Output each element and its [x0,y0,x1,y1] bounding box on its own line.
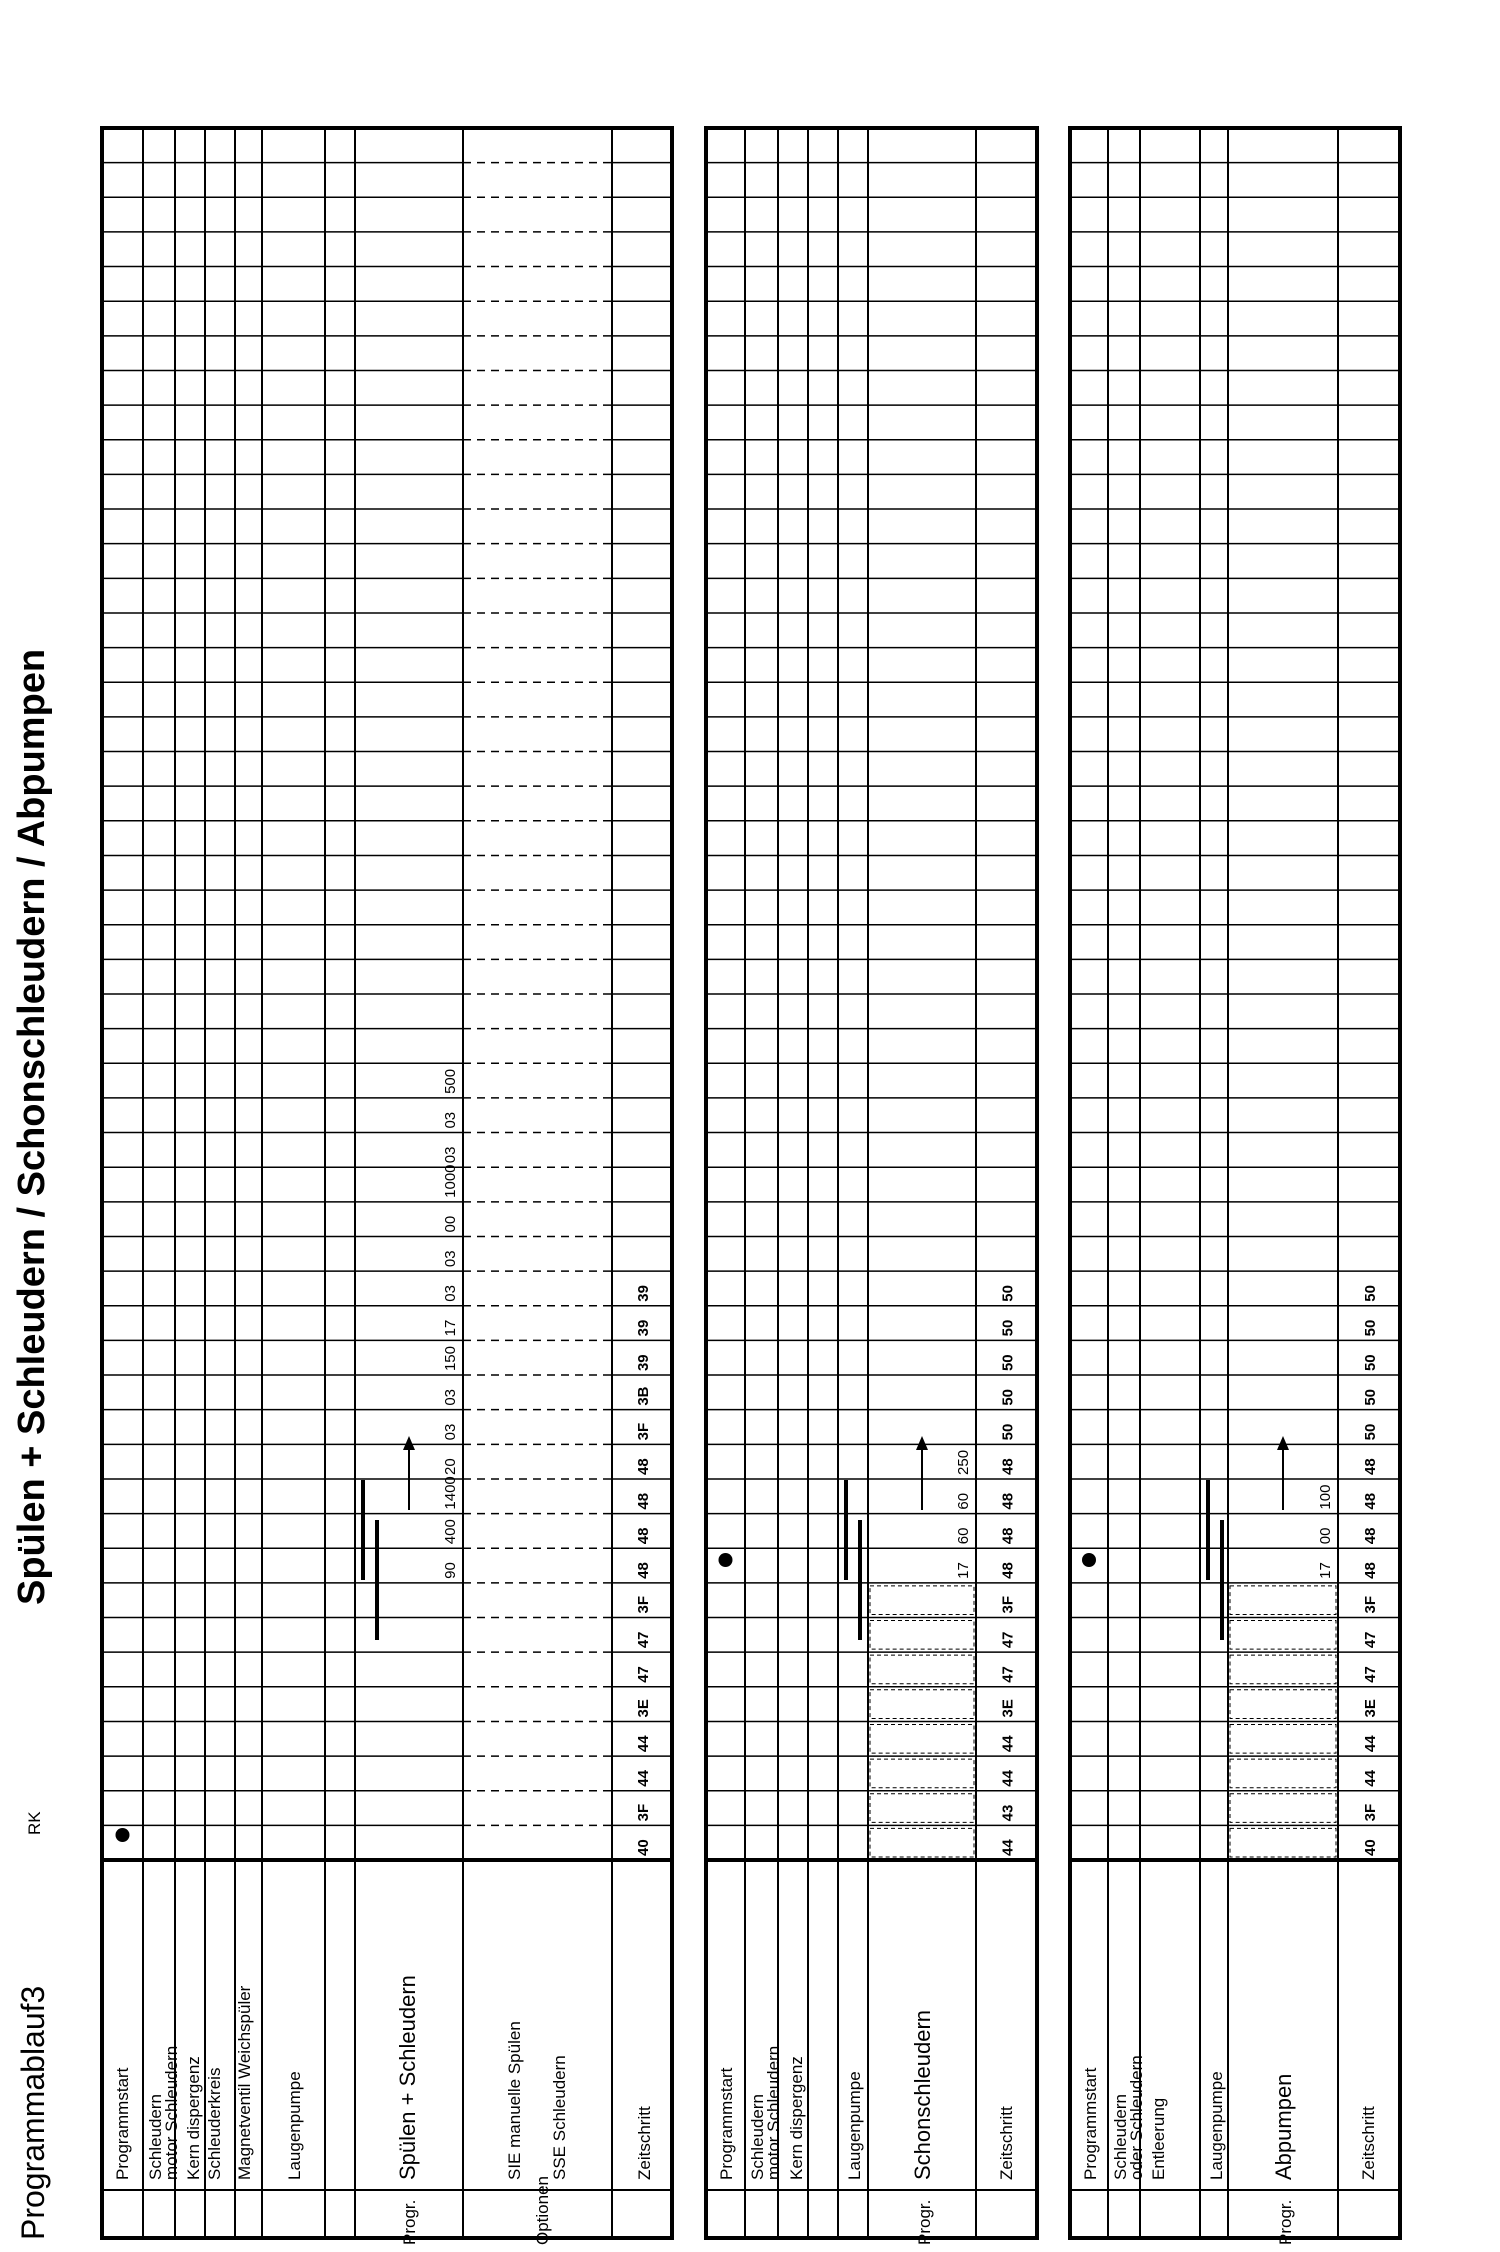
timestep-cell: 48 [635,1492,652,1510]
side-label-progr: Progr. [915,2199,934,2245]
program-value: 00 [442,1215,459,1233]
timestep-cell: 50 [999,1423,1017,1441]
program-value: 500 [442,1068,459,1094]
program-value: 03 [442,1285,459,1302]
program-value: 03 [442,1146,459,1164]
hatched-cell [870,1690,974,1719]
timestep-cell: 48 [635,1562,652,1579]
program-value: 03 [442,1111,459,1129]
hatched-cell [870,1586,974,1615]
label-schleudern: Schleudern [748,2093,767,2180]
timestep-cell: 47 [635,1666,652,1683]
timestep-cell: 39 [635,1354,652,1372]
label-programmstart: Programmstart [113,2067,132,2180]
start-marker [116,1828,130,1842]
timestep-cell: 48 [999,1492,1017,1510]
label-motor-schleudern: oder Schleudern [1127,2055,1146,2180]
timestep-cell: 39 [635,1319,652,1337]
hatched-cell [870,1759,974,1788]
timestep-cell: 47 [635,1631,652,1649]
label-program: Abpumpen [1271,2073,1296,2180]
start-marker [719,1553,733,1567]
timestep-cell: 3E [1362,1699,1379,1718]
program-value: 17 [1317,1562,1334,1579]
hatched-cell [1230,1690,1336,1719]
timestep-cell: 3F [1362,1803,1379,1822]
label-options-1: SIE manuelle Spülen [505,2021,524,2180]
timestep-cell: 3B [635,1386,652,1406]
label-kern-dispergent: Kern dispergenz [184,2056,203,2180]
document-code: Programmablauf3 [15,1985,51,2240]
timestep-cell: 39 [635,1285,652,1302]
program-value: 1400 [442,1476,459,1510]
hatched-cell [1230,1828,1336,1857]
program-value: 400 [442,1519,459,1545]
label-zeitschritt: Zeitschritt [997,2106,1016,2180]
timestep-cell: 3F [635,1803,652,1822]
label-options-2: SSE Schleudern [550,2055,569,2180]
hatched-cell [1230,1621,1336,1650]
timestep-cell: 44 [999,1735,1017,1753]
label-programmstart: Programmstart [1081,2067,1100,2180]
program-value: 250 [955,1449,972,1475]
timestep-cell: 48 [635,1527,652,1545]
timestep-cell: 44 [1362,1735,1379,1753]
program-value: 17 [955,1562,972,1579]
hatched-cell [870,1724,974,1753]
timestep-cell: 44 [1362,1770,1379,1787]
label-motor-schleudern: motor Schleudern [162,2045,181,2180]
hatched-cell [870,1655,974,1684]
timestep-cell: 48 [635,1458,652,1475]
program-value: 100 [1317,1484,1334,1510]
timestep-cell: 3F [635,1596,652,1614]
timestep-cell: 47 [1362,1666,1379,1683]
timestep-cell: 48 [999,1562,1017,1579]
hatched-cell [870,1794,974,1823]
label-schleudern: Schleudern [146,2093,165,2180]
timestep-cell: 3F [1362,1596,1379,1614]
timestep-cell: 50 [1362,1388,1379,1406]
timestep-cell: 40 [1362,1839,1379,1856]
program-value: 03 [442,1388,459,1406]
timestep-cell: 50 [999,1285,1017,1302]
label-schleudern: Schleudern [1111,2093,1130,2180]
timestep-cell: 47 [999,1666,1017,1683]
timestep-cell: 47 [999,1631,1017,1649]
program-value: 20 [442,1458,459,1475]
program-value: 90 [442,1562,459,1579]
label-laugenpumpe: Laugenpumpe [1207,2071,1226,2180]
timestep-cell: 48 [999,1458,1017,1475]
timestep-cell: 3E [999,1699,1017,1718]
label-laugenpumpe: Laugenpumpe [285,2071,304,2180]
title-block [11,649,53,2240]
timestep-cell: 44 [999,1770,1017,1787]
timestep-cell: 50 [999,1388,1017,1406]
label-zeitschritt: Zeitschritt [1359,2106,1378,2180]
hatched-cell [1230,1794,1336,1823]
timestep-cell: 3F [635,1422,652,1441]
start-marker [1082,1553,1096,1567]
label-laugenpumpe: Laugenpumpe [845,2071,864,2180]
timestep-cell: 3E [635,1699,652,1718]
hatched-cell [1230,1655,1336,1684]
hatched-cell [1230,1724,1336,1753]
hatched-cell [870,1621,974,1650]
label-programmstart: Programmstart [717,2067,736,2180]
timestep-cell: 48 [1362,1492,1379,1510]
timestep-cell: 50 [1362,1319,1379,1337]
program-value: 03 [442,1250,459,1268]
timestep-cell: 50 [1362,1423,1379,1441]
side-label-progr: Progr. [1276,2199,1295,2245]
timestep-cell: 48 [1362,1527,1379,1545]
label-motor: Schleuderkreis [205,2067,224,2180]
timestep-cell: 48 [999,1527,1017,1545]
timestep-cell: 47 [1362,1631,1379,1649]
timestep-cell: 50 [999,1354,1017,1372]
label-kern-dispergent: Entleerung [1149,2097,1168,2180]
program-value: 1000 [442,1164,459,1198]
program-value: 60 [955,1527,972,1545]
timestep-cell: 48 [1362,1562,1379,1579]
timestep-cell: 50 [999,1319,1017,1337]
timestep-cell: 50 [1362,1354,1379,1372]
document-title: Spülen + Schleudern / Schonschleudern / Abpumpen [11,648,53,1605]
side-label-optionen: Optionen [533,2176,552,2245]
label-zeitschritt: Zeitschritt [635,2106,654,2180]
hatched-cell [1230,1586,1336,1615]
timestep-cell: 44 [999,1839,1017,1856]
label-motor-schleudern: motor Schleudern [764,2045,783,2180]
program-value: 17 [442,1319,459,1337]
document-version: RK [25,1811,44,1835]
label-program: Spülen + Schleudern [395,1975,420,2180]
program-value: 00 [1317,1527,1334,1545]
hatched-cell [870,1828,974,1857]
label-kern-dispergent: Kern dispergenz [787,2056,806,2180]
timestep-cell: 40 [635,1839,652,1856]
hatched-cell [1230,1759,1336,1788]
side-label-progr: Progr. [400,2199,419,2245]
timestep-cell: 43 [999,1804,1017,1822]
program-value: 03 [442,1423,459,1441]
program-value: 150 [442,1346,459,1372]
timestep-cell: 3F [999,1596,1017,1614]
timestep-cell: 50 [1362,1285,1379,1302]
timestep-cell: 44 [635,1770,652,1787]
label-program: Schonschleudern [910,2009,935,2180]
label-magnetventil: Magnetventil Weichspüler [235,1985,254,2180]
program-value: 60 [955,1492,972,1510]
timestep-cell: 44 [635,1735,652,1753]
timestep-cell: 48 [1362,1458,1379,1475]
